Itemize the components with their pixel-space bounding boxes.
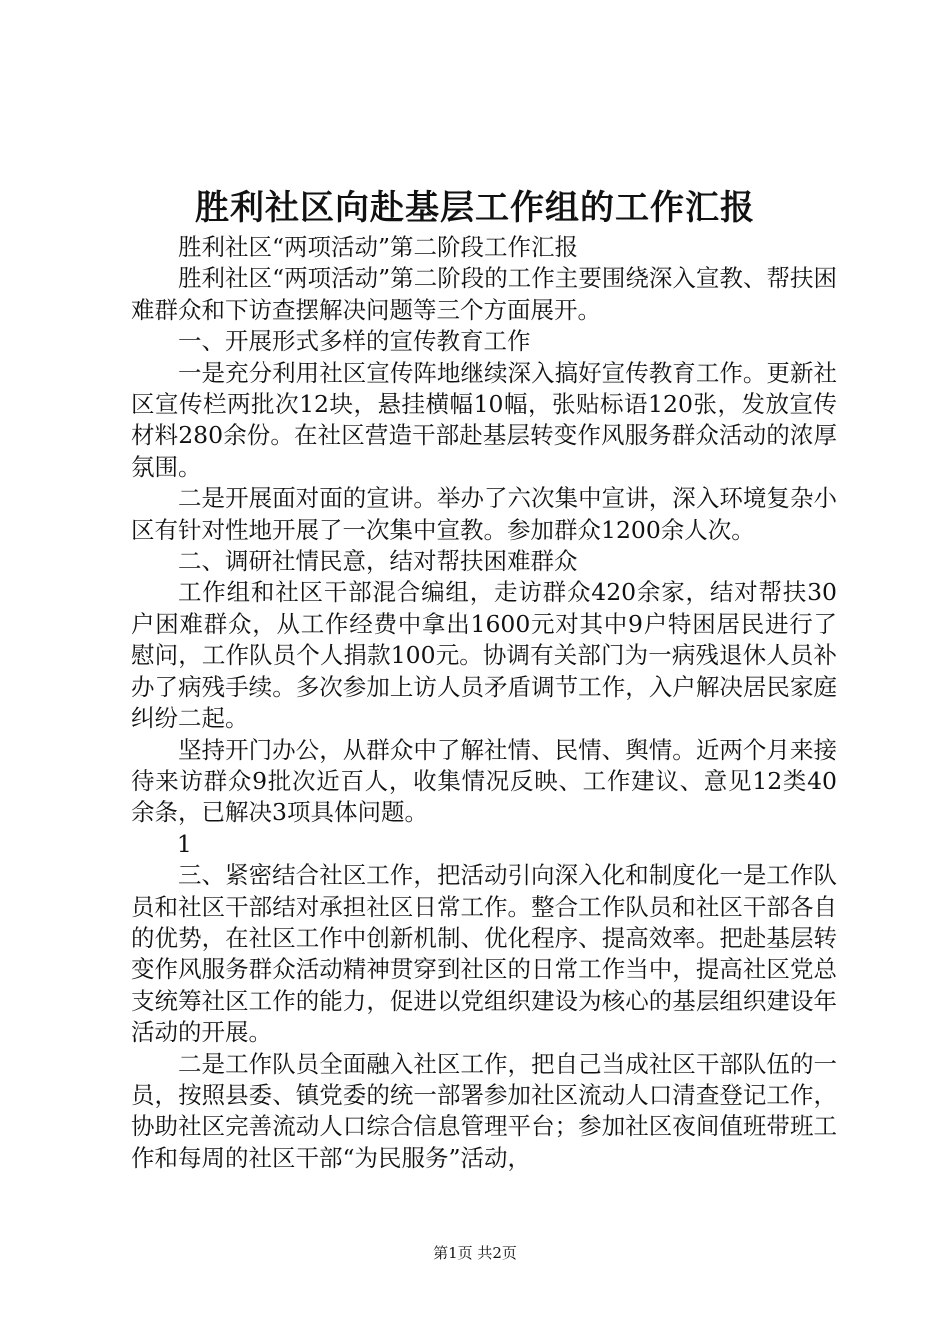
- paragraph-open-office: 坚持开门办公，从群众中了解社情、民情、舆情。近两个月来接待来访群众9批次近百人，收集情况反映、工作建议、意见12类40余条，已解决3项具体问题。: [131, 735, 837, 827]
- paragraph-section-3: 三、紧密结合社区工作，把活动引向深入化和制度化一是工作队员和社区干部结对承担社区日常工作。整合工作队员和社区干部各自的优势，在社区工作中创新机制、优化程序、提高效率。把赴基层转变作风服务群众活动精神贯穿到社区的日常工作当中，提高社区党总支统筹社区工作的能力，促进以党组织建设为核心的基层组织建设年活动的开展。: [131, 861, 837, 1047]
- section-heading-1: 一、开展形式多样的宣传教育工作: [178, 327, 531, 356]
- intro-paragraph: 胜利社区“两项活动”第二阶段的工作主要围绕深入宣教、帮扶困难群众和下访查摆解决问题等三个方面展开。: [131, 264, 837, 324]
- inline-number: 1: [176, 829, 192, 858]
- page-footer: 第1页 共2页: [433, 1244, 517, 1262]
- paragraph-integration: 二是工作队员全面融入社区工作，把自己当成社区干部队伍的一员，按照县委、镇党委的统一部署参加社区流动人口清查登记工作，协助社区完善流动人口综合信息管理平台；参加社区夜间值班带班工作和每周的社区干部“为民服务”活动，: [131, 1049, 837, 1172]
- subtitle-paragraph: 胜利社区“两项活动”第二阶段工作汇报: [178, 233, 579, 261]
- paragraph-publicity: 一是充分利用社区宣传阵地继续深入搞好宣传教育工作。更新社区宣传栏两批次12块，悬挂横幅10幅，张贴标语120张，发放宣传材料280余份。在社区营造干部赴基层转变作风服务群众活动的浓厚氛围。: [131, 358, 837, 481]
- section-heading-2: 二、调研社情民意，结对帮扶困难群众: [178, 547, 578, 576]
- document-title: 胜利社区向赴基层工作组的工作汇报: [195, 188, 755, 228]
- paragraph-visits: 工作组和社区干部混合编组，走访群众420余家，结对帮扶30户困难群众，从工作经费中拿出1600元对其中9户特困居民进行了慰问，工作队员个人捐款100元。协调有关部门为一病残退休人员补办了病残手续。多次参加上访人员矛盾调节工作，入户解决居民家庭纠纷二起。: [131, 578, 837, 733]
- paragraph-lectures: 二是开展面对面的宣讲。举办了六次集中宣讲，深入环境复杂小区有针对性地开展了一次集中宣教。参加群众1200余人次。: [131, 484, 837, 544]
- document-body: [131, 232, 837, 1174]
